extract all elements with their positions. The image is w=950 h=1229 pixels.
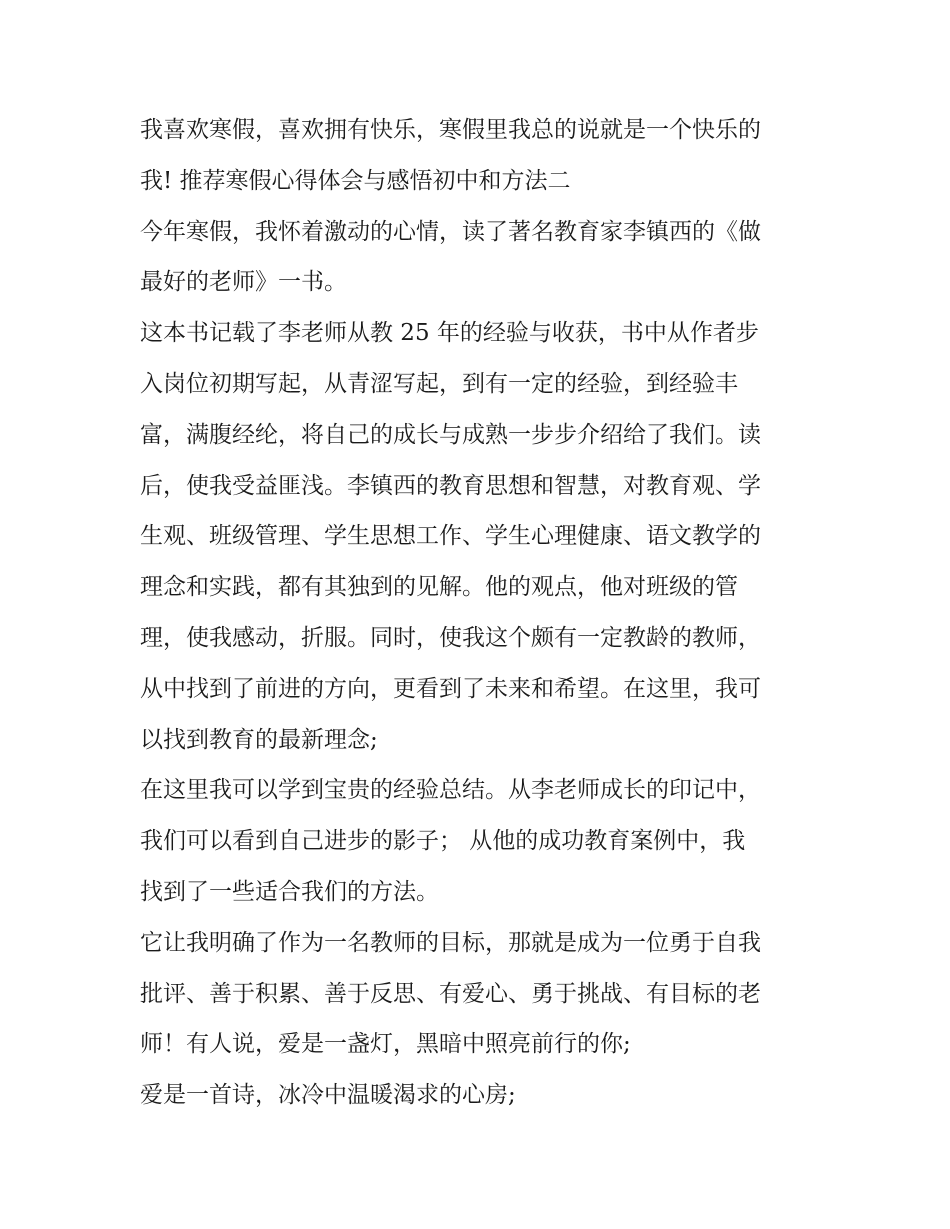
text-line: 生观、班级管理、学生思想工作、学生心理健康、语文教学的 <box>140 523 761 550</box>
text-line: 以找到教育的最新理念; <box>140 726 378 753</box>
text-line: 从中找到了前进的方向，更看到了未来和希望。在这里，我可 <box>140 675 761 702</box>
text-line: 最好的老师》一书。 <box>140 269 347 296</box>
text-line: 今年寒假，我怀着激动的心情，读了著名教育家李镇西的《做 <box>140 218 761 245</box>
text-line: 后，使我受益匪浅。李镇西的教育思想和智慧，对教育观、学 <box>140 472 761 499</box>
text-line: 入岗位初期写起，从青涩写起，到有一定的经验，到经验丰 <box>140 370 738 397</box>
text-line: 我喜欢寒假，喜欢拥有快乐，寒假里我总的说就是一个快乐的 <box>140 117 761 143</box>
text-line: 理，使我感动，折服。同时，使我这个颇有一定教龄的教师， <box>140 624 761 651</box>
text-line: 师！有人说，爱是一盏灯，黑暗中照亮前行的你; <box>140 1031 631 1058</box>
document-body <box>140 108 820 1124</box>
text-line: 它让我明确了作为一名教师的目标，那就是成为一位勇于自我 <box>140 929 761 956</box>
text-line: 这本书记载了李老师从教 25 年的经验与收获，书中从作者步 <box>140 320 759 347</box>
text-line: 爱是一首诗，冰冷中温暖渴求的心房; <box>140 1082 516 1109</box>
text-line: 理念和实践，都有其独到的见解。他的观点，他对班级的管 <box>140 574 738 601</box>
text-line: 富，满腹经纶，将自己的成长与成熟一步步介绍给了我们。读 <box>140 421 761 448</box>
text-line: 我! 推荐寒假心得体会与感悟初中和方法二 <box>140 167 571 194</box>
text-line: 批评、善于积累、善于反思、有爱心、勇于挑战、有目标的老 <box>140 980 761 1007</box>
text-line: 我们可以看到自己进步的影子； 从他的成功教育案例中，我 <box>140 828 746 855</box>
text-line: 找到了一些适合我们的方法。 <box>140 878 439 905</box>
text-line: 在这里我可以学到宝贵的经验总结。从李老师成长的印记中， <box>140 777 761 804</box>
